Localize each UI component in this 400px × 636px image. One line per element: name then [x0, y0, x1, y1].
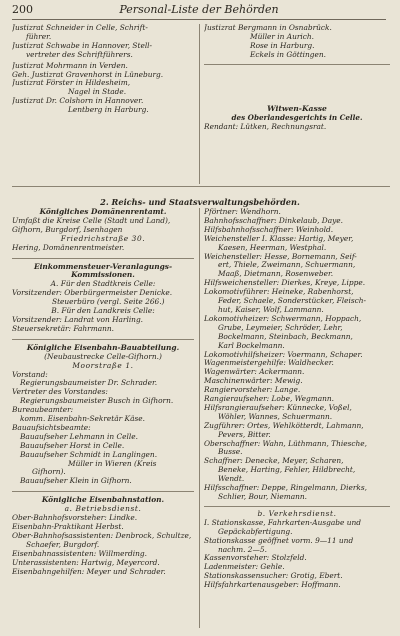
subheading: (Neubaustrecke Celle-Gifhorn.)	[44, 352, 162, 361]
entry-line: Eisenbahnassistenten: Willmerding.	[12, 549, 147, 558]
top-right-block	[204, 24, 390, 60]
entry-line: Eisenbahngehilfen: Meyer und Schrader.	[12, 567, 166, 576]
entry-line: Hilfsweichensteller: Dierkes, Kreye, Lippe.	[204, 279, 366, 288]
block-divider	[204, 506, 390, 507]
block-heading: Königliche Eisenbahn-Bauabteilung.	[26, 343, 180, 352]
entry-line: Schaffner: Denecke, Meyer, Scharen,	[204, 457, 344, 466]
entry-line: Gifhorn).	[32, 468, 66, 477]
entry-line: Justizrat Dr. Colshorn in Hannover.	[12, 97, 144, 106]
entry-line: Hering, Domänenrentmeister.	[12, 243, 125, 252]
entry-line: Gepäckabfertigung.	[218, 527, 293, 536]
entry-line: Vorsitzender: Oberbürgermeister Denicke.	[12, 289, 173, 298]
entry-line: Eckels in Göttingen.	[250, 50, 326, 59]
entry-line: komm. Eisenbahn-Sekretär Käse.	[20, 415, 146, 424]
address-line: Moorstraße 1.	[72, 361, 134, 370]
entry-line: Wagenwärter: Ackermann.	[204, 368, 305, 377]
widows-fund-block	[204, 104, 390, 132]
entry-line: Justizrat Schwabe in Hannover, Stell-	[12, 41, 153, 50]
entry-line: Lokomotivhilfsheizer: Voermann, Schaper.	[204, 350, 363, 359]
entry-line: Ober-Bahnhofsvorsteher: Lindke.	[12, 514, 138, 523]
header-divider	[12, 19, 386, 20]
subheading: A. Für den Stadtkreis Celle:	[50, 280, 156, 289]
entry-line: Nagel in Stade.	[68, 88, 127, 97]
entry-line: Bureaubeamter:	[12, 406, 74, 415]
entry-line: Steuersekretär: Fahrmann.	[12, 324, 114, 333]
page-header	[12, 3, 386, 19]
eisenbahnstation-block	[12, 496, 194, 576]
block-heading: Einkommensteuer-Veranlagungs-	[33, 262, 173, 271]
station-staff-block	[204, 208, 390, 502]
entry-line: Maschinenwärter: Mewig.	[204, 377, 303, 386]
entry-line: Weichensteller I. Klasse: Hartig, Meyer,	[204, 234, 354, 243]
block-heading: Königliches Domänenrentamt.	[39, 208, 167, 216]
entry-line: hut, Kaiser, Wolf, Lammann.	[218, 305, 324, 314]
entry-line: Lentberg in Harburg.	[68, 106, 149, 115]
entry-line: Unterassistenten: Hartwig, Meyercord.	[12, 558, 160, 567]
top-left-block	[12, 24, 194, 115]
entry-line: Steuerbüro (vergl. Seite 266.)	[52, 298, 165, 307]
entry-line: Rangieraufseher: Lobe, Wegmann.	[204, 395, 335, 404]
running-title: Personal-Liste der Behörden	[119, 3, 279, 16]
entry-line: Feder, Schaele, Sonderstücker, Fleisch-	[218, 297, 367, 306]
entry-line: Bauaufsichtsbeamte:	[12, 423, 91, 432]
entry-line: Maaß, Dietmann, Rosenweber.	[218, 270, 334, 279]
entry-line: Bockelmann, Steinbach, Beckmann,	[218, 332, 353, 341]
left-column	[12, 208, 194, 576]
eisenbahn-bau-block	[12, 344, 194, 487]
entry-line: Justizrat Bergmann in Osnabrück.	[204, 24, 332, 32]
entry-line: Stationskasse geöffnet vorm. 9—11 und	[204, 536, 354, 545]
entry-line: Lokomotivheizer: Schwermann, Hoppach,	[204, 314, 362, 323]
entry-line: Wöhler, Wannes, Schuermann.	[218, 412, 333, 421]
section-divider	[12, 186, 390, 187]
entry-line: I. Stationskasse, Fahrkarten-Ausgabe und	[204, 518, 362, 527]
entry-line: Vorstand:	[12, 370, 48, 379]
block-divider	[12, 339, 194, 340]
section-divider	[204, 64, 390, 65]
entry-line: Eisenbahn-Praktikant Herbst.	[12, 523, 124, 531]
entry-line: Geh. Justizrat Gravenhorst in Lüneburg.	[12, 70, 164, 79]
entry-line: Rose in Harburg.	[250, 41, 315, 50]
entry-line: Zugführer: Ortes, Wehlkötterdt, Lahmann,	[204, 421, 364, 430]
entry-line: Umfaßt die Kreise Celle (Stadt und Land),	[12, 216, 171, 225]
domaenen-block	[12, 208, 194, 253]
address-line: Friedrichstraße 30.	[60, 234, 146, 243]
entry-line: Regierungsbaumeister Dr. Schrader.	[20, 379, 158, 388]
entry-line: Rangiervorsteher: Lange.	[204, 386, 301, 395]
entry-line: Pförtner: Wendhorn.	[204, 208, 281, 216]
entry-line: vertreter des Schriftführers.	[26, 50, 133, 59]
entry-line: ert, Thiele, Zweimann, Schuermann,	[218, 261, 356, 270]
subheading: B. Für den Landkreis Celle:	[51, 307, 155, 316]
block-divider	[12, 491, 194, 492]
section-heading: des Oberlandesgerichts in Celle.	[231, 113, 363, 122]
entry-line: Hilfsschaffner: Deppe, Ringelmann, Dierks,	[204, 484, 367, 493]
entry-line: Hilfsbahnhofsschaffner: Weinhold.	[204, 225, 334, 234]
entry-line: Wagenmeistergehilfe: Waldhecker.	[204, 359, 334, 368]
entry-line: Stationskassensucher: Grotig, Ebert.	[204, 572, 343, 581]
entry-line: Müller in Aurich.	[250, 32, 315, 41]
entry-line: Weichensteller: Hesse, Bornemann, Seif-	[204, 252, 357, 261]
entry-line: Hilfsfahrkartenausgeber: Hoffmann.	[204, 581, 341, 590]
entry-line: Bauaufseher Schmidt in Langlingen.	[20, 450, 158, 459]
entry-line: Vorsitzender: Landrat von Harling.	[12, 315, 144, 324]
entry-line: Justizrat Mohrmann in Verden.	[12, 61, 128, 70]
block-divider	[12, 258, 194, 259]
entry-line: Bauaufseher Lehmann in Celle.	[20, 432, 138, 441]
column-divider	[199, 208, 200, 628]
entry-line: Müller in Wieren (Kreis	[68, 459, 157, 468]
entry-line: Hilfsrangieraufseher: Künnecke, Voßel,	[204, 403, 352, 412]
entry-line: Pevers, Bitter.	[218, 430, 271, 439]
right-column	[204, 208, 390, 590]
entry-line: Oberschaffner: Wahn, Lüthmann, Thiesche,	[204, 439, 367, 448]
entry-line: Justizrat Förster in Hildesheim,	[12, 79, 131, 88]
entry-line: Kaesen, Heerman, Westphal.	[218, 243, 327, 252]
entry-line: Busse.	[218, 448, 243, 457]
entry-line: Bauaufseher Horst in Celle.	[20, 441, 125, 450]
entry-line: Schaefer, Burgdorf.	[26, 540, 100, 549]
entry-line: Wendt.	[218, 475, 245, 484]
entry-line: Vertreter des Vorstandes:	[12, 388, 108, 397]
entry-line: Karl Bockelmann.	[218, 341, 285, 350]
entry-line: Rendant: Lütken, Rechnungsrat.	[204, 123, 327, 131]
entry-line: Schlier, Bour, Niemann.	[218, 493, 308, 501]
entry-line: Regierungsbaumeister Busch in Gifhorn.	[20, 397, 174, 406]
section-heading: Witwen-Kasse	[267, 104, 327, 113]
entry-line: nachm. 2—5.	[218, 545, 267, 554]
entry-line: Ladenmeister: Gehle.	[204, 563, 285, 572]
entry-line: Ober-Bahnhofsassistenten: Denbrock, Schultze,	[12, 531, 192, 540]
verkehrsdienst-block	[204, 510, 390, 590]
entry-line: Grube, Leymeier, Schröder, Lehr,	[218, 323, 343, 332]
entry-line: Gifhorn, Burgdorf, Isenhagen	[12, 225, 123, 234]
subheading: a. Betriebsdienst.	[64, 505, 142, 514]
entry-line: Bauaufseher Klein in Gifhorn.	[20, 477, 132, 486]
subheading: b. Verkehrsdienst.	[257, 509, 337, 518]
section-title: 2. Reichs- und Staatsverwaltungsbehörden.	[100, 197, 300, 207]
entry-line: Kassenvorsteher: Stolzfeld.	[204, 554, 307, 563]
block-heading: Königliche Eisenbahnstation.	[41, 496, 165, 505]
entry-line: Beneke, Harting, Fehler, Hildbrecht,	[218, 466, 356, 475]
entry-line: Lokomotivführer: Heineke, Rabenhorst,	[204, 288, 354, 297]
block-heading: Kommissionen.	[71, 271, 135, 280]
page-number: 200	[12, 3, 33, 16]
veranlagung-block	[12, 263, 194, 334]
entry-line: Bahnhofsschaffner: Dinkelaub, Daye.	[204, 216, 344, 225]
entry-line: Justizrat Schneider in Celle, Schrift-	[12, 24, 148, 32]
entry-line: führer.	[26, 32, 52, 41]
column-divider	[199, 24, 200, 184]
